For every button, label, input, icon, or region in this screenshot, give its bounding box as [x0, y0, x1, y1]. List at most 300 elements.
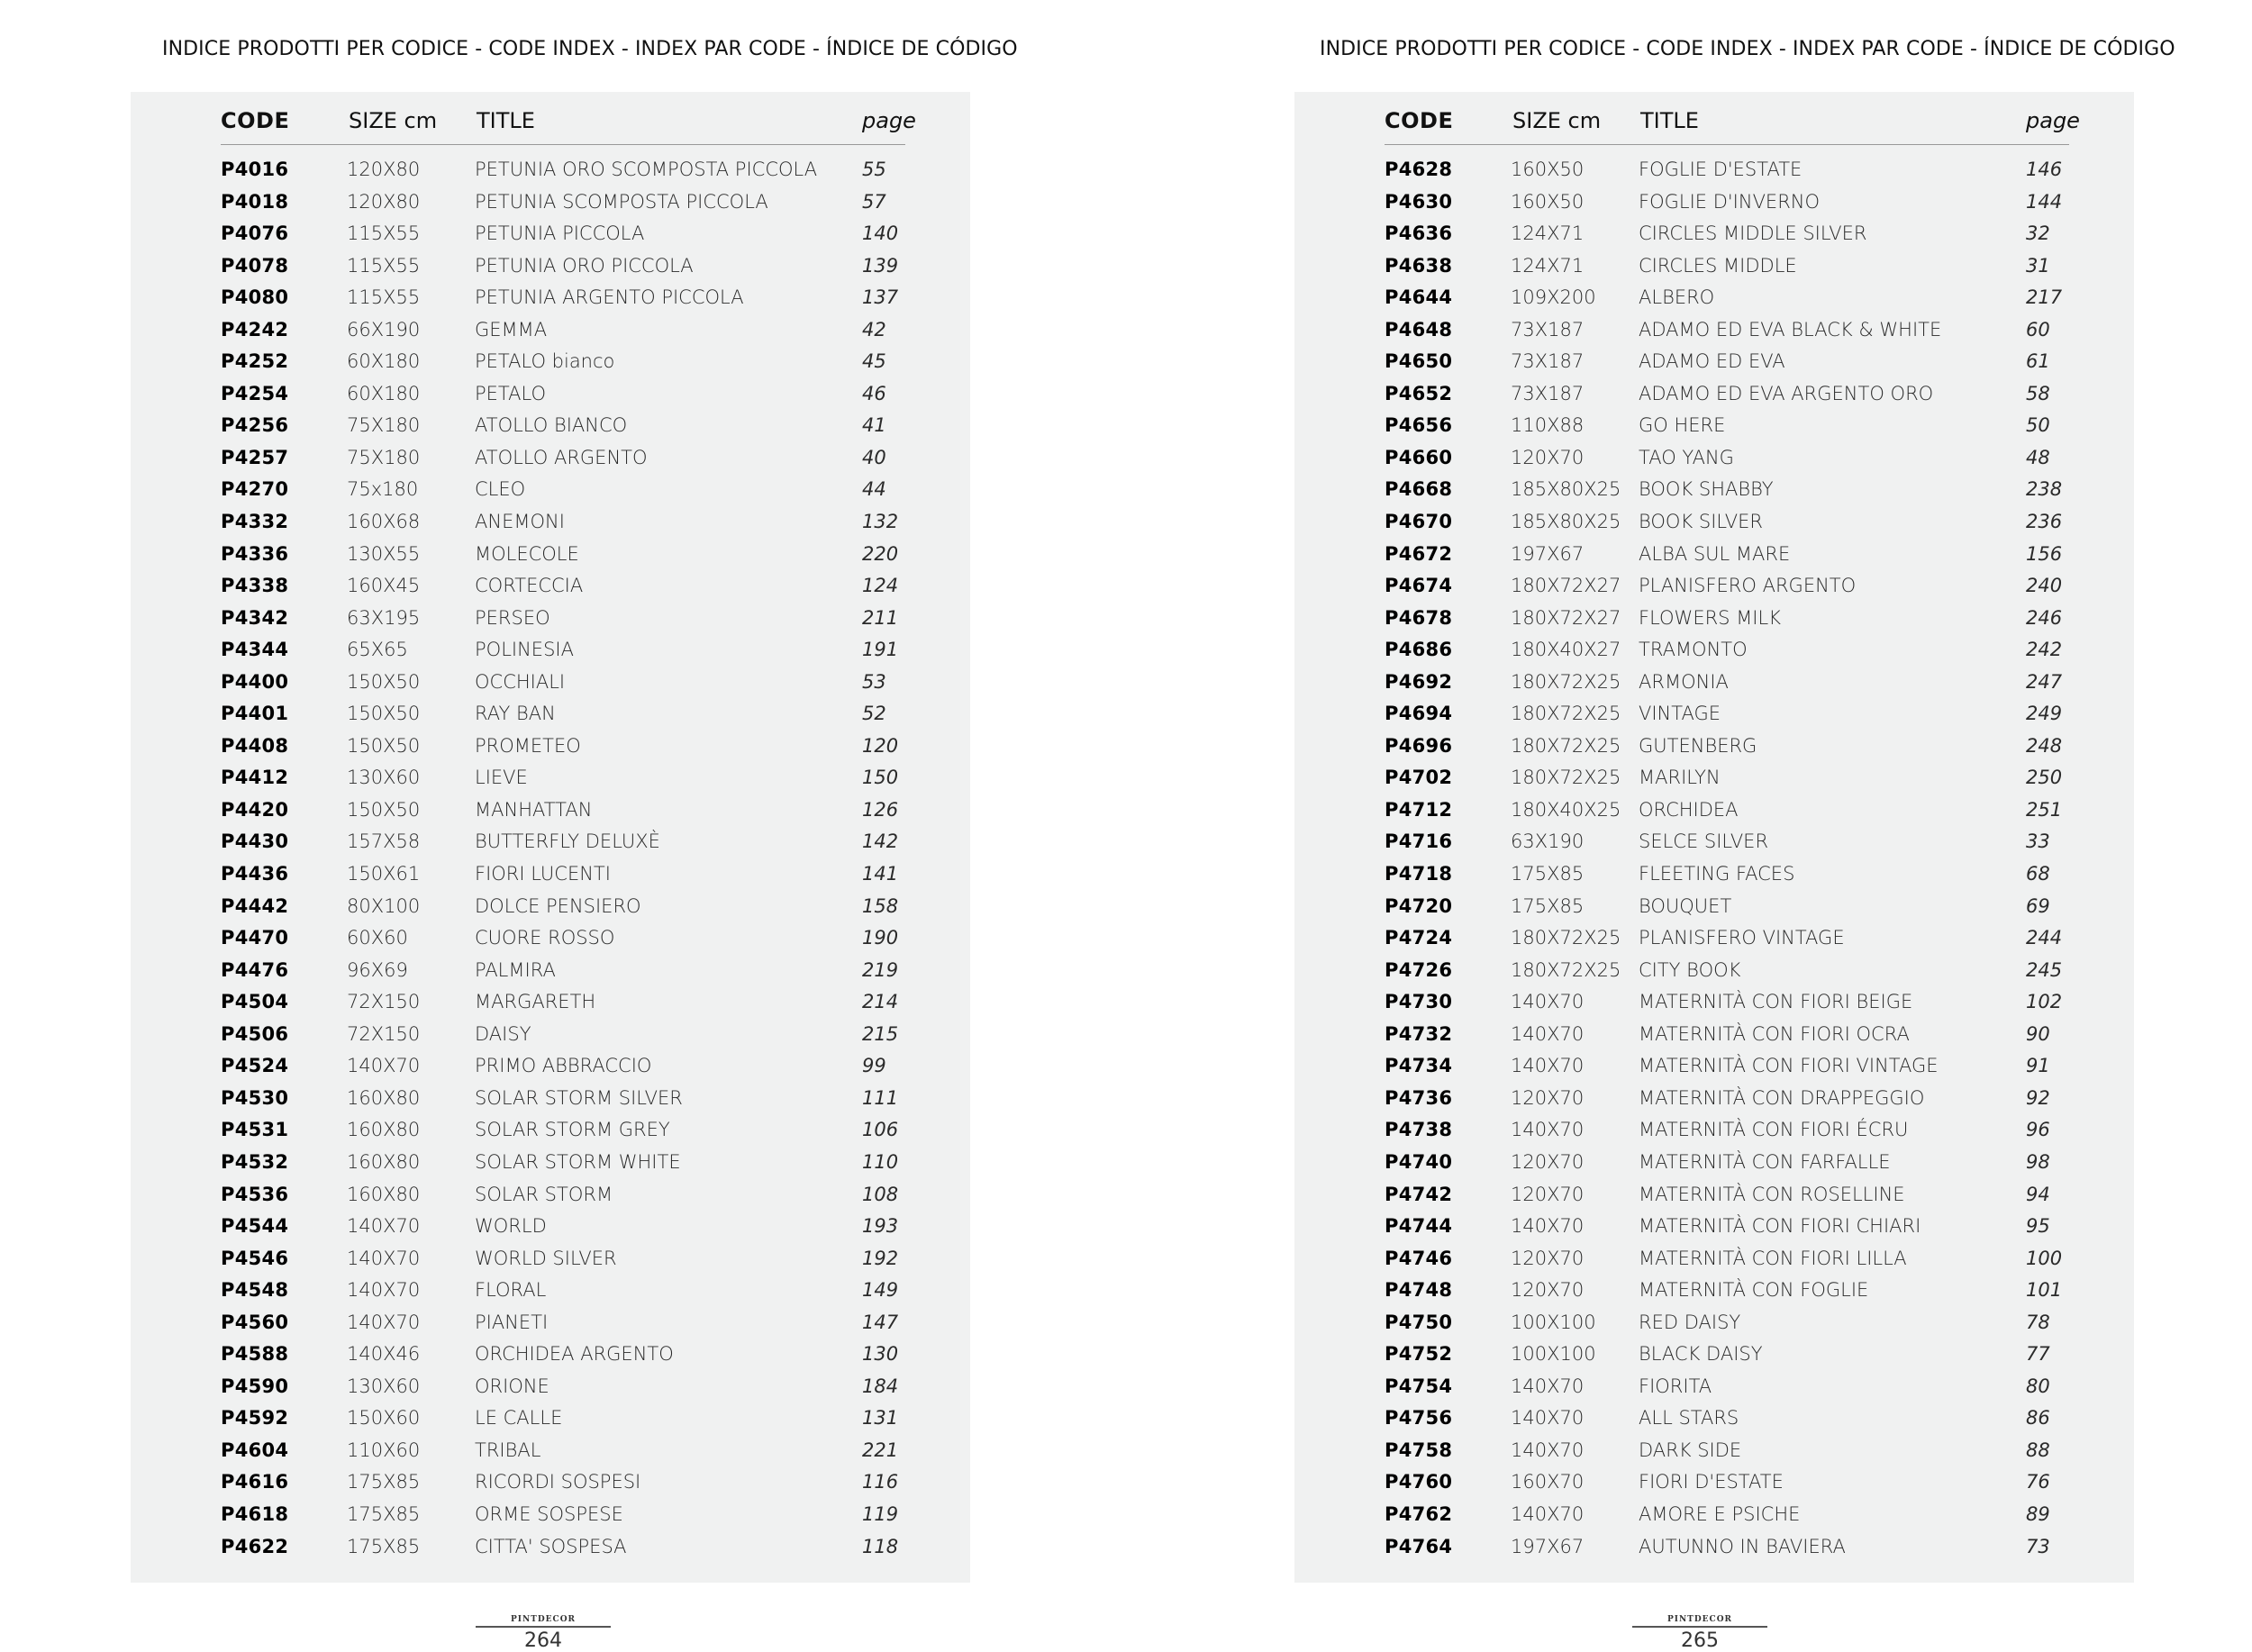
product-code: P4750 — [1385, 1311, 1453, 1333]
table-row — [221, 1244, 941, 1276]
product-title: MOLECOLE — [475, 542, 579, 565]
table-row — [1385, 187, 2105, 220]
product-title: SOLAR STORM SILVER — [475, 1086, 683, 1109]
product-title: TRIBAL — [475, 1439, 541, 1461]
product-title: PETUNIA ORO SCOMPOSTA PICCOLA — [475, 159, 818, 180]
product-page: 88 — [2026, 1439, 2050, 1461]
left-page — [0, 0, 1126, 1651]
product-title: MATERNITÀ CON FIORI BEIGE — [1639, 991, 1913, 1013]
product-title: OCCHIALI — [475, 670, 566, 693]
product-page: 147 — [862, 1311, 899, 1333]
table-row — [1385, 475, 2105, 507]
product-size: 197X67 — [1511, 542, 1585, 565]
product-title: POLINESIA — [475, 639, 574, 661]
product-code: P4638 — [1385, 254, 1453, 277]
product-page: 111 — [862, 1086, 899, 1109]
product-code: P4652 — [1385, 382, 1453, 404]
product-title: PROMETEO — [475, 734, 581, 757]
product-code: P4718 — [1385, 863, 1453, 885]
product-size: 150X50 — [347, 734, 421, 757]
product-size: 73X187 — [1511, 318, 1585, 340]
product-page: 40 — [862, 446, 886, 468]
table-row — [1385, 379, 2105, 412]
product-title: PERSEO — [475, 606, 550, 629]
product-page: 33 — [2026, 831, 2050, 853]
product-page: 80 — [2026, 1375, 2050, 1397]
product-size: 150X61 — [347, 863, 421, 885]
index-table — [131, 92, 970, 1583]
table-row — [1385, 1115, 2105, 1148]
product-code: P4544 — [221, 1215, 289, 1238]
product-page: 42 — [862, 318, 886, 340]
product-page: 106 — [862, 1119, 899, 1141]
product-page: 32 — [2026, 222, 2050, 245]
product-size: 140X70 — [1511, 1407, 1585, 1430]
product-code: P4401 — [221, 703, 289, 725]
product-title: SOLAR STORM WHITE — [475, 1150, 681, 1173]
table-row — [221, 956, 941, 988]
product-code: P4630 — [1385, 190, 1453, 213]
product-code: P4592 — [221, 1407, 289, 1430]
table-row — [1385, 923, 2105, 956]
table-body — [221, 155, 941, 1564]
table-row — [221, 892, 941, 924]
product-code: P4752 — [1385, 1343, 1453, 1366]
product-code: P4588 — [221, 1343, 289, 1366]
product-code: P4740 — [1385, 1150, 1453, 1173]
product-title: MATERNITÀ CON FIORI VINTAGE — [1639, 1055, 1939, 1077]
product-page: 139 — [862, 254, 899, 277]
product-page: 244 — [2026, 927, 2063, 949]
product-size: 150X50 — [347, 670, 421, 693]
product-page: 120 — [862, 734, 899, 757]
product-size: 72X150 — [347, 991, 421, 1013]
product-page: 249 — [2026, 703, 2063, 725]
product-code: P4712 — [1385, 798, 1453, 821]
product-code: P4756 — [1385, 1407, 1453, 1430]
product-title: ORCHIDEA ARGENTO — [475, 1343, 674, 1366]
product-title: RAY BAN — [475, 703, 556, 725]
table-row — [1385, 283, 2105, 315]
product-size: 60X180 — [347, 350, 421, 373]
product-page: 100 — [2026, 1247, 2063, 1269]
product-size: 160X70 — [1511, 1471, 1585, 1493]
product-page: 221 — [862, 1439, 899, 1461]
product-page: 214 — [862, 991, 899, 1013]
product-title: CUORE ROSSO — [475, 927, 615, 949]
column-header-size: SIZE cm — [1512, 108, 1602, 133]
product-page: 126 — [862, 798, 899, 821]
product-title: PLANISFERO ARGENTO — [1639, 575, 1857, 597]
table-row — [221, 187, 941, 220]
product-code: P4506 — [221, 1022, 289, 1045]
product-page: 131 — [862, 1407, 899, 1430]
product-size: 110X88 — [1511, 414, 1585, 437]
product-page: 55 — [862, 159, 886, 180]
product-size: 140X70 — [1511, 1055, 1585, 1077]
product-title: PETUNIA PICCOLA — [475, 222, 645, 245]
column-header-title: TITLE — [1640, 108, 1699, 133]
table-row — [221, 1436, 941, 1468]
product-title: AMORE E PSICHE — [1639, 1502, 1801, 1525]
product-code: P4764 — [1385, 1535, 1453, 1557]
table-row — [1385, 540, 2105, 572]
product-size: 150X60 — [347, 1407, 421, 1430]
column-header-size: SIZE cm — [349, 108, 438, 133]
product-page: 69 — [2026, 894, 2050, 917]
product-title: ORME SOSPESE — [475, 1502, 623, 1525]
product-size: 115X55 — [347, 254, 421, 277]
table-row — [221, 219, 941, 251]
product-code: P4628 — [1385, 159, 1453, 180]
product-title: WORLD — [475, 1215, 547, 1238]
product-size: 180X40X27 — [1511, 639, 1621, 661]
product-code: P4524 — [221, 1055, 289, 1077]
product-title: RED DAISY — [1639, 1311, 1741, 1333]
product-code: P4726 — [1385, 958, 1453, 981]
product-code: P4256 — [221, 414, 289, 437]
product-size: 157X58 — [347, 831, 421, 853]
product-title: ARMONIA — [1639, 670, 1729, 693]
product-size: 160X45 — [347, 575, 421, 597]
product-page: 191 — [862, 639, 899, 661]
product-page: 137 — [862, 286, 899, 309]
table-row — [221, 859, 941, 892]
product-title: DARK SIDE — [1639, 1439, 1742, 1461]
column-header-page: page — [862, 108, 916, 133]
product-size: 140X70 — [1511, 1502, 1585, 1525]
product-code: P4080 — [221, 286, 289, 309]
table-row — [1385, 507, 2105, 540]
table-row — [221, 283, 941, 315]
table-row — [1385, 1500, 2105, 1532]
product-code: P4678 — [1385, 606, 1453, 629]
product-page: 77 — [2026, 1343, 2050, 1366]
product-title: VINTAGE — [1639, 703, 1721, 725]
product-page: 251 — [2026, 798, 2063, 821]
product-page: 217 — [2026, 286, 2063, 309]
product-code: P4734 — [1385, 1055, 1453, 1077]
product-page: 238 — [2026, 478, 2063, 501]
product-title: PALMIRA — [475, 958, 556, 981]
product-title: AUTUNNO IN BAVIERA — [1639, 1535, 1846, 1557]
product-size: 140X70 — [347, 1311, 421, 1333]
product-title: PLANISFERO VINTAGE — [1639, 927, 1845, 949]
product-title: ATOLLO BIANCO — [475, 414, 628, 437]
product-size: 140X70 — [347, 1055, 421, 1077]
product-size: 140X46 — [347, 1343, 421, 1366]
product-code: P4656 — [1385, 414, 1453, 437]
product-page: 50 — [2026, 414, 2050, 437]
product-code: P4616 — [221, 1471, 289, 1493]
product-code: P4732 — [1385, 1022, 1453, 1045]
product-title: FLOWERS MILK — [1639, 606, 1781, 629]
product-page: 142 — [862, 831, 899, 853]
product-title: PRIMO ABBRACCIO — [475, 1055, 652, 1077]
product-size: 100X100 — [1511, 1343, 1596, 1366]
product-page: 110 — [862, 1150, 899, 1173]
product-size: 120X70 — [1511, 1150, 1585, 1173]
product-code: P4400 — [221, 670, 289, 693]
product-size: 96X69 — [347, 958, 408, 981]
product-code: P4548 — [221, 1279, 289, 1302]
product-title: ALBERO — [1639, 286, 1715, 309]
column-header-code: CODE — [221, 108, 290, 133]
product-size: 73X187 — [1511, 382, 1585, 404]
product-page: 60 — [2026, 318, 2050, 340]
product-size: 140X70 — [1511, 1119, 1585, 1141]
product-page: 61 — [2026, 350, 2050, 373]
product-size: 75X180 — [347, 414, 421, 437]
product-title: ALL STARS — [1639, 1407, 1739, 1430]
product-page: 76 — [2026, 1471, 2050, 1493]
product-page: 150 — [862, 767, 899, 789]
product-code: P4736 — [1385, 1086, 1453, 1109]
product-size: 109X200 — [1511, 286, 1596, 309]
table-row — [221, 1148, 941, 1180]
product-page: 86 — [2026, 1407, 2050, 1430]
product-size: 160X80 — [347, 1086, 421, 1109]
product-page: 250 — [2026, 767, 2063, 789]
product-title: ADAMO ED EVA BLACK & WHITE — [1639, 318, 1942, 340]
product-code: P4531 — [221, 1119, 289, 1141]
product-page: 190 — [862, 927, 899, 949]
product-page: 46 — [862, 382, 886, 404]
product-page: 149 — [862, 1279, 899, 1302]
product-code: P4760 — [1385, 1471, 1453, 1493]
table-row — [1385, 1275, 2105, 1308]
table-row — [1385, 1244, 2105, 1276]
table-row — [1385, 1532, 2105, 1565]
product-title: GUTENBERG — [1639, 734, 1757, 757]
product-size: 185X80X25 — [1511, 478, 1621, 501]
table-row — [221, 1532, 941, 1565]
table-row — [221, 1051, 941, 1084]
product-size: 73X187 — [1511, 350, 1585, 373]
product-code: P4442 — [221, 894, 289, 917]
table-row — [1385, 892, 2105, 924]
product-code: P4504 — [221, 991, 289, 1013]
table-row — [221, 443, 941, 476]
brand-logo: PINTDECOR — [476, 1615, 611, 1628]
product-code: P4724 — [1385, 927, 1453, 949]
table-row — [221, 827, 941, 859]
product-title: CLEO — [475, 478, 526, 501]
product-title: FOGLIE D'INVERNO — [1639, 190, 1821, 213]
product-page: 92 — [2026, 1086, 2050, 1109]
table-row — [1385, 1436, 2105, 1468]
product-code: P4650 — [1385, 350, 1453, 373]
product-code: P4668 — [1385, 478, 1453, 501]
table-row — [221, 251, 941, 284]
table-row — [1385, 1180, 2105, 1212]
table-row — [221, 1084, 941, 1116]
product-page: 146 — [2026, 159, 2063, 180]
product-code: P4536 — [221, 1183, 289, 1205]
table-row — [1385, 1308, 2105, 1340]
product-code: P4730 — [1385, 991, 1453, 1013]
product-size: 130X55 — [347, 542, 421, 565]
product-title: TRAMONTO — [1639, 639, 1748, 661]
product-code: P4660 — [1385, 446, 1453, 468]
product-size: 175X85 — [347, 1535, 421, 1557]
product-page: 45 — [862, 350, 886, 373]
product-size: 180X72X25 — [1511, 767, 1621, 789]
product-title: BOOK SILVER — [1639, 511, 1764, 533]
product-page: 247 — [2026, 670, 2063, 693]
product-code: P4332 — [221, 511, 289, 533]
product-code: P4270 — [221, 478, 289, 501]
product-page: 44 — [862, 478, 886, 501]
table-row — [221, 475, 941, 507]
product-code: P4254 — [221, 382, 289, 404]
product-page: 57 — [862, 190, 886, 213]
product-title: LIEVE — [475, 767, 528, 789]
product-code: P4476 — [221, 958, 289, 981]
product-page: 211 — [862, 606, 899, 629]
product-page: 118 — [862, 1535, 899, 1557]
product-page: 95 — [2026, 1215, 2050, 1238]
table-row — [221, 315, 941, 348]
product-page: 158 — [862, 894, 899, 917]
table-row — [221, 379, 941, 412]
table-row — [221, 1115, 941, 1148]
product-title: WORLD SILVER — [475, 1247, 617, 1269]
product-code: P4436 — [221, 863, 289, 885]
product-title: PETALO — [475, 382, 546, 404]
table-row — [221, 1275, 941, 1308]
product-size: 160X68 — [347, 511, 421, 533]
product-page: 91 — [2026, 1055, 2050, 1077]
product-title: ADAMO ED EVA — [1639, 350, 1785, 373]
product-code: P4720 — [1385, 894, 1453, 917]
table-row — [221, 1180, 941, 1212]
product-size: 60X180 — [347, 382, 421, 404]
product-code: P4257 — [221, 446, 289, 468]
table-row — [221, 507, 941, 540]
product-page: 245 — [2026, 958, 2063, 981]
product-size: 140X70 — [1511, 1439, 1585, 1461]
product-page: 31 — [2026, 254, 2050, 277]
product-size: 124X71 — [1511, 222, 1585, 245]
product-title: CIRCLES MIDDLE SILVER — [1639, 222, 1867, 245]
product-code: P4762 — [1385, 1502, 1453, 1525]
table-row — [1385, 1051, 2105, 1084]
product-code: P4532 — [221, 1150, 289, 1173]
table-row — [1385, 219, 2105, 251]
product-code: P4546 — [221, 1247, 289, 1269]
product-code: P4696 — [1385, 734, 1453, 757]
product-page: 48 — [2026, 446, 2050, 468]
product-size: 175X85 — [347, 1471, 421, 1493]
product-size: 120X70 — [1511, 1183, 1585, 1205]
table-row — [1385, 251, 2105, 284]
product-page: 144 — [2026, 190, 2063, 213]
product-size: 150X50 — [347, 703, 421, 725]
product-code: P4530 — [221, 1086, 289, 1109]
product-code: P4738 — [1385, 1119, 1453, 1141]
product-size: 120X70 — [1511, 1247, 1585, 1269]
product-code: P4746 — [1385, 1247, 1453, 1269]
table-row — [221, 1372, 941, 1404]
table-row — [221, 1339, 941, 1372]
product-page: 220 — [862, 542, 899, 565]
product-title: FIORI LUCENTI — [475, 863, 611, 885]
product-size: 124X71 — [1511, 254, 1585, 277]
product-page: 248 — [2026, 734, 2063, 757]
product-page: 53 — [862, 670, 886, 693]
table-row — [221, 667, 941, 700]
table-row — [221, 1500, 941, 1532]
product-title: TAO YANG — [1639, 446, 1734, 468]
table-row — [221, 763, 941, 795]
product-size: 72X150 — [347, 1022, 421, 1045]
table-row — [221, 1020, 941, 1052]
product-size: 180X72X25 — [1511, 958, 1621, 981]
page-number: 264 — [524, 1629, 562, 1652]
table-row — [221, 571, 941, 604]
product-size: 120X70 — [1511, 446, 1585, 468]
product-page: 98 — [2026, 1150, 2050, 1173]
product-title: SELCE SILVER — [1639, 831, 1769, 853]
product-code: P4342 — [221, 606, 289, 629]
product-size: 120X80 — [347, 159, 421, 180]
table-row — [221, 411, 941, 443]
table-row — [1385, 667, 2105, 700]
table-row — [1385, 443, 2105, 476]
product-size: 180X72X25 — [1511, 927, 1621, 949]
product-title: BLACK DAISY — [1639, 1343, 1763, 1366]
product-size: 180X72X25 — [1511, 670, 1621, 693]
table-row — [221, 795, 941, 828]
product-code: P4076 — [221, 222, 289, 245]
product-size: 110X60 — [347, 1439, 421, 1461]
product-code: P4670 — [1385, 511, 1453, 533]
product-title: PETALO bianco — [475, 350, 615, 373]
product-page: 96 — [2026, 1119, 2050, 1141]
product-size: 140X70 — [347, 1215, 421, 1238]
product-code: P4408 — [221, 734, 289, 757]
table-body — [1385, 155, 2105, 1564]
product-title: BOOK SHABBY — [1639, 478, 1774, 501]
product-page: 41 — [862, 414, 886, 437]
product-size: 80X100 — [347, 894, 421, 917]
product-code: P4018 — [221, 190, 289, 213]
product-size: 160X80 — [347, 1183, 421, 1205]
table-row — [1385, 763, 2105, 795]
product-title: MARILYN — [1639, 767, 1721, 789]
product-size: 75X180 — [347, 446, 421, 468]
right-page — [1126, 0, 2252, 1651]
product-page: 89 — [2026, 1502, 2050, 1525]
product-size: 65X65 — [347, 639, 408, 661]
product-size: 160X80 — [347, 1150, 421, 1173]
product-size: 175X85 — [1511, 894, 1585, 917]
product-page: 242 — [2026, 639, 2063, 661]
product-size: 180X72X25 — [1511, 703, 1621, 725]
product-title: PETUNIA SCOMPOSTA PICCOLA — [475, 190, 768, 213]
product-page: 193 — [862, 1215, 899, 1238]
product-title: MATERNITÀ CON FIORI CHIARI — [1639, 1215, 1921, 1238]
table-row — [1385, 731, 2105, 764]
product-code: P4016 — [221, 159, 289, 180]
product-title: MATERNITÀ CON FIORI LILLA — [1639, 1247, 1907, 1269]
table-row — [221, 604, 941, 636]
product-page: 68 — [2026, 863, 2050, 885]
product-title: MATERNITÀ CON FIORI ÉCRU — [1639, 1119, 1909, 1141]
product-title: PIANETI — [475, 1311, 549, 1333]
product-title: LE CALLE — [475, 1407, 563, 1430]
